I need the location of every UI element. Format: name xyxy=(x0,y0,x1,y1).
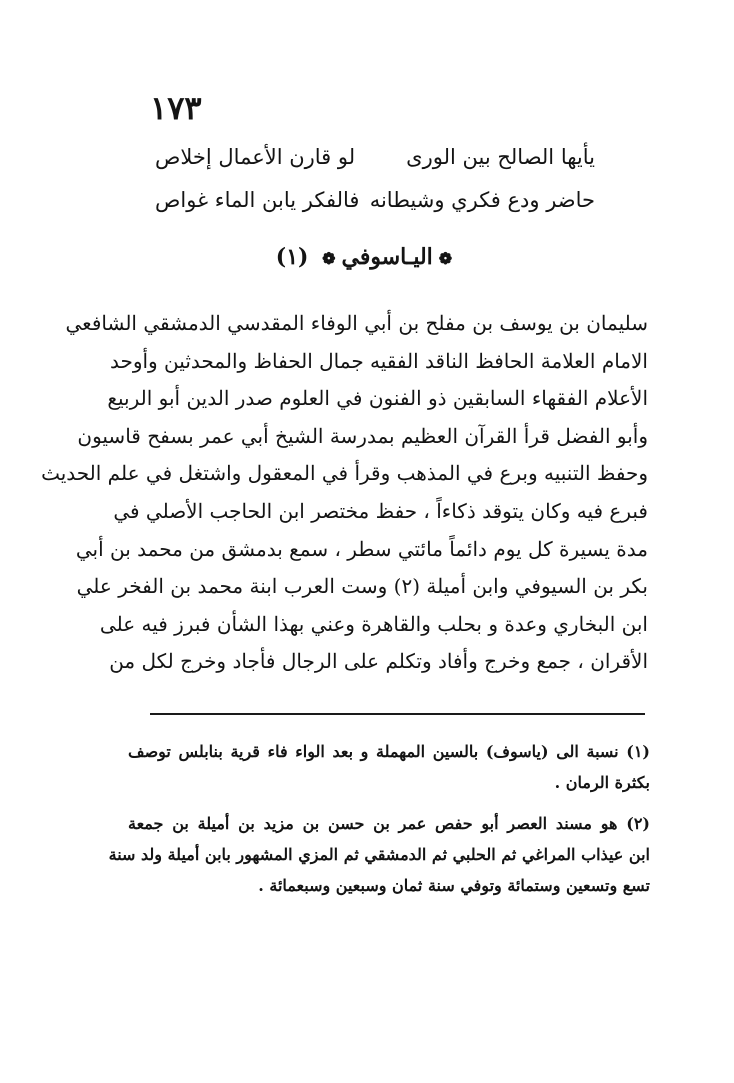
footnote-line: تسع وتسعين وستمائة وتوفي سنة ثمان وسبعين وسبعمائة . xyxy=(258,876,650,895)
ornament-right-icon: ❁ xyxy=(438,249,453,268)
text-line: الأعلام الفقهاء السابقين ذو الفنون في العلوم صدر الدين أبو الربيع xyxy=(107,386,648,411)
poem-hemistich-second: فالفكر يابن الماء غواص xyxy=(155,188,360,212)
text-line: وأبو الفضل قرأ القرآن العظيم بمدرسة الشيخ أبي عمر بسفح قاسيون xyxy=(77,423,648,448)
text-line: ابن البخاري وعدة و بحلب والقاهرة وعني بهذا الشأن فبرز فيه على xyxy=(99,611,648,636)
text-line: الامام العلامة الحافظ الناقد الفقيه جمال الحفاظ والمحدثين وأوحد xyxy=(109,348,648,373)
poem-hemistich-first: حاضر ودع فكري وشيطانه xyxy=(369,188,595,212)
footnote-line: (٢) هو مسند العصر أبو حفص عمر بن حسن بن مزيد بن أميلة بن جمعة xyxy=(128,814,650,833)
poem-line xyxy=(155,136,595,179)
poem-hemistich-second: لو قارن الأعمال إخلاص xyxy=(155,145,356,169)
page-number: ١٧٣ xyxy=(150,89,202,127)
text-line: سليمان بن يوسف بن مفلح بن أبي الوفاء المقدسي الدمشقي الشافعي xyxy=(65,311,648,335)
footnotes xyxy=(108,736,650,901)
poem xyxy=(155,136,595,222)
footnote-divider xyxy=(150,713,645,715)
footnote-line: (١) نسبة الى (ياسوف) بالسين المهملة و بعد الواء فاء قرية بنابلس توصف xyxy=(128,742,650,761)
text-line: فبرع فيه وكان يتوقد ذكاءاً ، حفظ مختصر ابن الحاجب الأصلي في xyxy=(113,498,648,523)
footnote-line: بكثرة الرمان . xyxy=(554,773,650,792)
section-title: اليـاسوفي xyxy=(341,244,433,270)
section-heading xyxy=(0,244,734,270)
text-line: بكر بن السيوفي وابن أميلة (٢) وست العرب ابنة محمد بن الفخر علي xyxy=(76,574,648,599)
biography-text xyxy=(41,305,648,681)
poem-hemistich-first: يأيها الصالح بين الورى xyxy=(406,145,595,169)
text-line: مدة يسيرة كل يوم دائماً مائتي سطر ، سمع بدمشق من محمد بن أبي xyxy=(75,536,648,561)
footnote-reference: (١) xyxy=(275,244,309,270)
text-line: الأقران ، جمع وخرج وأفاد وتكلم على الرجال فأجاد وخرج لكل من xyxy=(109,649,648,674)
poem-line xyxy=(155,179,595,222)
footnote-line: ابن عيذاب المراغي ثم الحلبي ثم الدمشقي ثم المزي المشهور بابن أميلة ولد سنة xyxy=(108,845,650,864)
text-line: وحفظ التنبيه وبرع في المذهب وقرأ في المعقول واشتغل في علم الحديث xyxy=(41,461,648,486)
ornament-left-icon: ❁ xyxy=(322,249,336,268)
footnote-spacer xyxy=(128,798,650,808)
